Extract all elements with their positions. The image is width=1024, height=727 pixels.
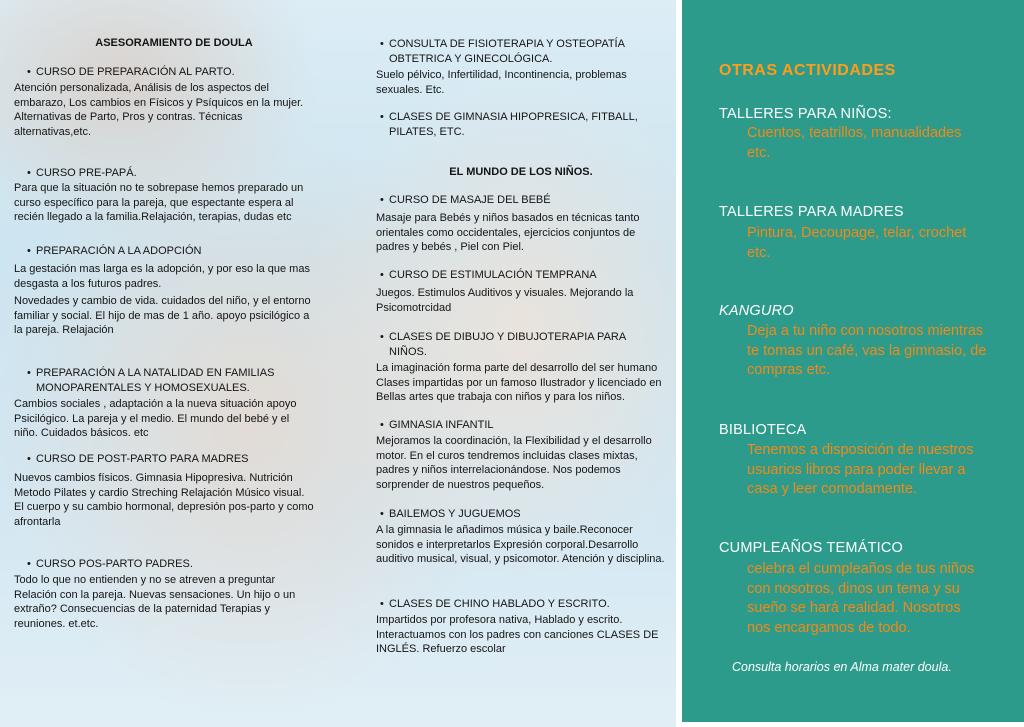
bullet-icon: •: [27, 245, 31, 257]
activity-heading-ninos: TALLERES PARA NIÑOS:: [719, 106, 892, 122]
mid-title-4: BAILEMOS Y JUGUEMOS: [389, 508, 521, 520]
bullet-icon: •: [27, 66, 31, 78]
bullet-icon: •: [380, 598, 384, 610]
mid-para-0: Masaje para Bebés y niños basados en técnicas tanto orientales como occidentales, ejercicios conjuntos de padres y bebés , Piel con Piel.: [376, 212, 640, 254]
panel-title: OTRAS ACTIVIDADES: [719, 62, 896, 79]
bullet-icon: •: [380, 331, 384, 343]
mid-top-title-0: CONSULTA DE FISIOTERAPIA Y OSTEOPATÍA OBTETRICA Y GINECOLÓGICA.: [389, 38, 625, 65]
other-activities-panel: [682, 0, 1024, 722]
mid-title-3: GIMNASIA INFANTIL: [389, 419, 494, 431]
mid-para-2: La imaginación forma parte del desarrollo del ser humano Clases impartidas por un famoso Ilustrador y licenciado en Bellas artes que trabaja con niños y para los niños.: [376, 362, 662, 404]
activity-text-madres: Pintura, Decoupage, telar, crochet etc.: [747, 225, 967, 261]
mid-title-0: CURSO DE MASAJE DEL BEBÉ: [389, 194, 551, 206]
section-heading-ninos: EL MUNDO DE LOS NIÑOS.: [449, 166, 593, 178]
left-title-1: CURSO PRE-PAPÁ.: [36, 167, 137, 179]
mid-top-title-1: CLASES DE GIMNASIA HIPOPRESICA, FITBALL, PILATES, ETC.: [389, 111, 638, 138]
left-title-4: CURSO DE POST-PARTO PARA MADRES: [36, 453, 249, 465]
bullet-icon: •: [27, 453, 31, 465]
left-title-3: PREPARACIÓN A LA NATALIDAD EN FAMILIAS MONOPARENTALES Y HOMOSEXUALES.: [36, 367, 275, 394]
left-para-3: Cambios sociales , adaptación a la nueva situación apoyo Psicilógico. La pareja y el medio. El mundo del bebé y el niño. Cuidados básicos. etc: [14, 398, 297, 440]
left-para-2b: Novedades y cambio de vida. cuidados del niño, y el entorno familiar y social. El hijo de mas de 1 año. apoyo psicilógico a la pareja. Relajación: [14, 295, 311, 337]
activity-text-ninos: Cuentos, teatrillos, manualidades etc.: [747, 125, 962, 161]
left-column: [14, 36, 314, 51]
bullet-icon: •: [380, 38, 384, 50]
activity-heading-kanguro: KANGURO: [719, 303, 794, 319]
mid-top-para-0: Suelo pélvico, Infertilidad, Incontinencia, problemas sexuales. Etc.: [376, 69, 627, 96]
section-heading-doula: ASESORAMIENTO DE DOULA: [95, 37, 253, 49]
activity-heading-madres: TALLERES PARA MADRES: [719, 204, 904, 220]
left-para-0: Atención personalizada, Análisis de los aspectos del embarazo, Los cambios en Físicos y Psíquicos en la mujer. Alternativas de Parto, Pros y contras. Técnicas alternativas,etc.: [14, 82, 304, 138]
left-title-2: PREPARACIÓN A LA ADOPCIÓN: [36, 245, 202, 257]
bullet-icon: •: [380, 111, 384, 123]
activity-text-kanguro: Deja a tu niño con nosotros mientras te tomas un café, vas la gimnasio, de compras etc.: [747, 323, 987, 378]
bullet-icon: •: [380, 194, 384, 206]
mid-title-1: CURSO DE ESTIMULACIÓN TEMPRANA: [389, 269, 597, 281]
left-para-4: Nuevos cambios físicos. Gimnasia Hipopresiva. Nutrición Metodo Pilates y cardio Streching Relajación Músico visual. El cuerpo y su cambio hormonal, depresión pos-parto y como afrontarla: [14, 472, 314, 528]
activity-text-cumple: celebra el cumpleaños de tus niños con nosotros, dinos un tema y su sueño se hará realidad. Nosotros nos encargamos de todo.: [747, 561, 975, 636]
bullet-icon: •: [380, 419, 384, 431]
mid-para-1: Juegos. Estimulos Auditivos y visuales. Mejorando la Psicomotrcidad: [376, 287, 634, 314]
left-para-1: Para que la situación no te sobrepase hemos preparado un curso específico para la pareja, que espectante espera al recién llegado a la familia.Relajación, terapias, dudas etc: [14, 182, 304, 224]
left-title-5: CURSO POS-PARTO PADRES.: [36, 558, 193, 570]
bullet-icon: •: [380, 269, 384, 281]
mid-title-2: CLASES DE DIBUJO Y DIBUJOTERAPIA PARA NIÑOS.: [389, 331, 626, 358]
left-para-2a: La gestación mas larga es la adopción, y por eso la que mas desgasta a los futuros padres.: [14, 263, 310, 290]
mid-para-5: Impartidos por profesora nativa, Hablado y escrito. Interactuamos con los padres con canciones CLASES DE INGLÉS. Refuerzo escolar: [376, 614, 659, 656]
bullet-icon: •: [380, 508, 384, 520]
bullet-icon: •: [27, 558, 31, 570]
activity-heading-biblioteca: BIBLIOTECA: [719, 422, 807, 438]
mid-para-4: A la gimnasia le añadimos música y baile.Reconocer sonidos e interpretarlos Expresión corporal.Desarrollo auditivo musical, visual, y psicomotor. Atención y disciplina.: [376, 524, 665, 566]
activity-text-biblioteca: Tenemos a disposición de nuestros usuarios libros para poder llevar a casa y leer comodamente.: [747, 442, 974, 497]
left-para-5: Todo lo que no entienden y no se atreven a preguntar Relación con la pareja. Nuevas sensaciones. Un hijo o un extraño? Consecuencias de la paternidad Terapias y reuniones. et.etc.: [14, 574, 296, 630]
bullet-icon: •: [27, 367, 31, 379]
bullet-icon: •: [27, 167, 31, 179]
footer-note: Consulta horarios en Alma mater doula.: [732, 660, 952, 674]
activity-heading-cumple: CUMPLEAÑOS TEMÁTICO: [719, 540, 904, 556]
mid-para-3: Mejoramos la coordinación, la Flexibilidad y el desarrollo motor. En el curos tendremos incluidas clases mixtas, padres y niños interrelacionándose. Nos podemos sorprender de nuestros pequeños.: [376, 435, 652, 491]
left-title-0: CURSO DE PREPARACIÓN AL PARTO.: [36, 66, 235, 78]
mid-title-5: CLASES DE CHINO HABLADO Y ESCRITO.: [389, 598, 610, 610]
